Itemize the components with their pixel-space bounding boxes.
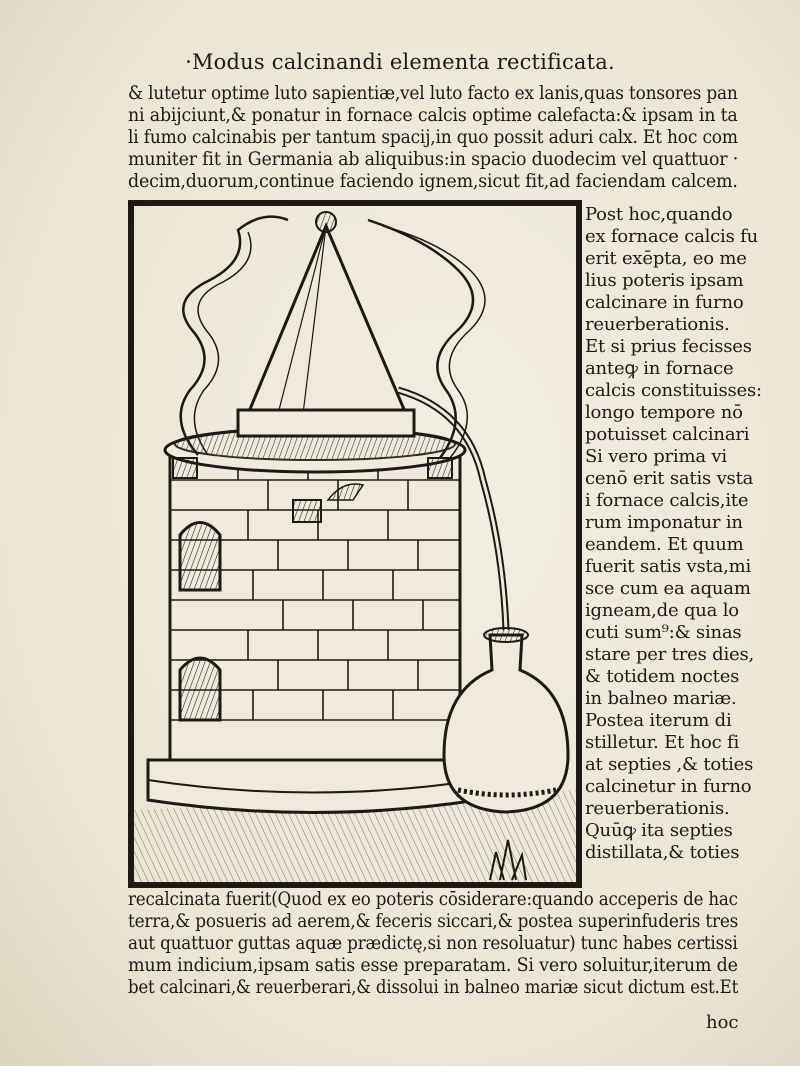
text-line: & totidem noctes	[585, 666, 740, 687]
furnace-window-lower	[180, 658, 220, 720]
text-line: ni abijciunt,& ponatur in fornace calcis optime calefacta:& ipsam in ta	[128, 105, 738, 126]
catchword: hoc	[706, 1012, 739, 1033]
text-line: erit exēpta, eo me	[585, 248, 747, 269]
text-line: bet calcinari,& reuerberari,& dissolui in balneo mariæ sicut dictum est.Et	[128, 977, 739, 998]
text-line: in balneo mariæ.	[585, 688, 737, 709]
text-line: distillata,& toties	[585, 842, 740, 863]
text-line: at septies ,& toties	[585, 754, 754, 775]
text-line: rum imponatur in	[585, 512, 743, 533]
text-line: decim,duorum,continue faciendo ignem,sicut fit,ad faciendam calcem.	[128, 171, 738, 192]
text-line: Post hoc,quando	[585, 204, 733, 225]
text-line: ex fornace calcis fu	[585, 226, 759, 247]
text-line: calcinetur in furno	[585, 776, 752, 797]
text-line: Si vero prima vi	[585, 446, 727, 467]
text-line: anteꝙ in fornace	[585, 358, 734, 379]
text-line: muniter fit in Germania ab aliquibus:in spacio duodecim vel quattuor ·	[128, 149, 739, 170]
text-line: i fornace calcis,ite	[585, 490, 749, 511]
text-line: recalcinata fuerit(Quod ex eo poteris cōsiderare:quando acceperis de hac	[128, 889, 738, 910]
text-line: Postea iterum di	[585, 710, 732, 731]
text-line: calcinare in furno	[585, 292, 744, 313]
text-line: igneam,de qua lo	[585, 600, 739, 621]
text-line: stilletur. Et hoc fi	[585, 732, 740, 753]
text-line: reuerberationis.	[585, 798, 730, 819]
text-line: reuerberationis.	[585, 314, 730, 335]
text-line: terra,& posueris ad aerem,& feceris siccari,& postea superinfuderis tres	[128, 911, 739, 932]
text-line: eandem. Et quum	[585, 534, 744, 555]
text-line: lius poteris ipsam	[585, 270, 744, 291]
text-line: potuisset calcinari	[585, 424, 750, 445]
text-line: mum indicium,ipsam satis esse preparatam. Si vero soluitur,iterum de	[128, 955, 738, 976]
text-line: Et si prius fecisses	[585, 336, 752, 357]
alembic-cone	[248, 226, 406, 414]
text-line: cenō erit satis vsta	[585, 468, 754, 489]
text-line: cuti sum⁹:& sinas	[585, 622, 742, 643]
text-line: & lutetur optime luto sapientiæ,vel luto facto ex lanis,quas tonsores pan	[128, 83, 738, 104]
text-line: calcis constituisses:	[585, 380, 762, 401]
text-line: Quūꝙ ita septies	[585, 820, 733, 841]
text-line: longo tempore nō	[585, 402, 743, 423]
running-title: ·Modus calcinandi elementa rectificata.	[185, 50, 615, 74]
text-line: sce cum ea aquam	[585, 578, 751, 599]
text-line: li fumo calcinabis per tantum spacij,in quo possit aduri calx. Et hoc com	[128, 127, 738, 148]
woodcut-furnace-alembic-icon	[128, 200, 582, 888]
text-line: fuerit satis vsta,mi	[585, 556, 752, 577]
text-line: aut quattuor guttas aquæ prædictę,si non resoluatur) tunc habes certissi	[128, 933, 738, 954]
furnace-window-upper	[180, 523, 220, 591]
receiving-flask	[444, 635, 568, 812]
text-line: stare per tres dies,	[585, 644, 755, 665]
